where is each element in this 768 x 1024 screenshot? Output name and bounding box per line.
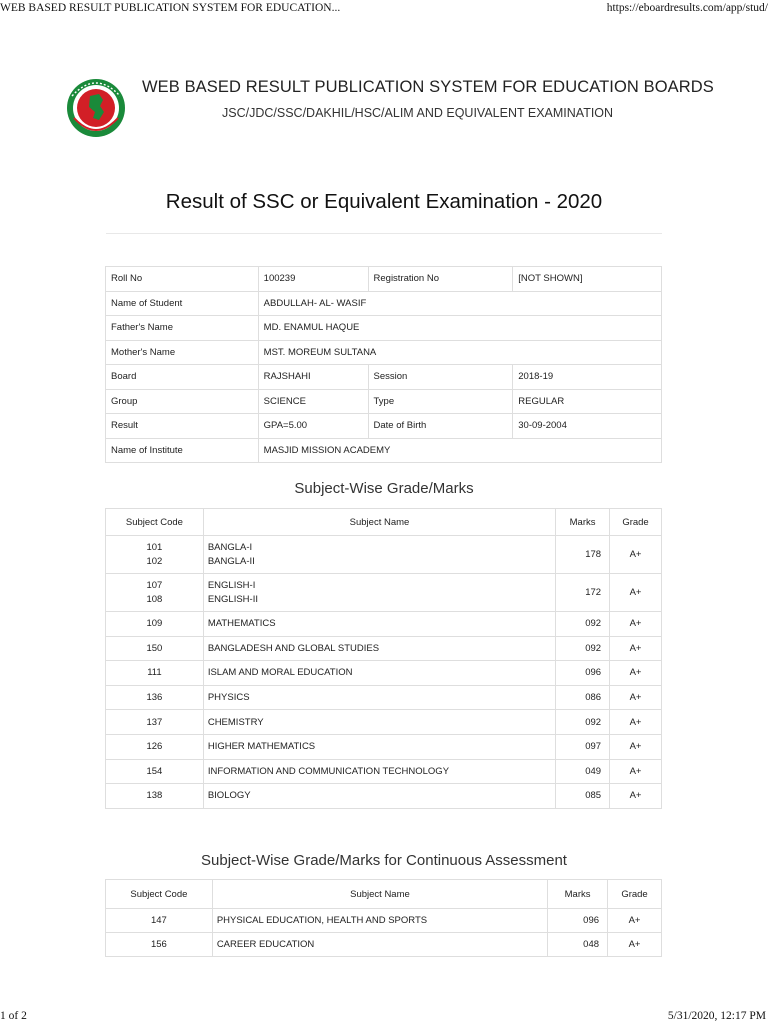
session-label: Session (368, 365, 513, 390)
subject-name-header: Subject Name (203, 509, 555, 536)
subject-grade: A+ (610, 759, 662, 784)
info-row-name (106, 291, 662, 316)
subject-code: 150 (106, 636, 204, 661)
table-row (106, 759, 662, 784)
table-row (106, 536, 662, 574)
subject-grade: A+ (610, 661, 662, 686)
subject-grade: A+ (610, 734, 662, 759)
subject-name: PHYSICAL EDUCATION, HEALTH AND SPORTS (212, 909, 547, 933)
info-row-roll (106, 267, 662, 292)
subject-code: 154 (106, 759, 204, 784)
grade-header: Grade (608, 880, 662, 909)
subject-code-header: Subject Code (106, 880, 213, 909)
table-row (106, 661, 662, 686)
grades-header-row (106, 509, 662, 536)
print-footer (0, 1006, 768, 1024)
subject-grade: A+ (610, 784, 662, 809)
subject-code-header: Subject Code (106, 509, 204, 536)
subject-name: ISLAM AND MORAL EDUCATION (203, 661, 555, 686)
roll-value: 100239 (258, 267, 368, 292)
page-number: 1 of 2 (0, 1010, 27, 1022)
table-row (106, 574, 662, 612)
subject-name: CHEMISTRY (203, 710, 555, 735)
grades-heading: Subject-Wise Grade/Marks (294, 480, 474, 497)
title-divider (106, 233, 662, 234)
subject-grade: A+ (610, 574, 662, 612)
student-name-value: ABDULLAH- AL- WASIF (258, 291, 661, 316)
info-row-board (106, 365, 662, 390)
table-row (106, 933, 662, 957)
result-value: GPA=5.00 (258, 414, 368, 439)
subject-marks: 092 (556, 710, 610, 735)
session-value: 2018-19 (513, 365, 662, 390)
print-header (0, 0, 768, 18)
subject-marks: 096 (548, 909, 608, 933)
subject-name-header: Subject Name (212, 880, 547, 909)
board-label: Board (106, 365, 259, 390)
subject-code: 101 (146, 541, 163, 553)
subject-code: 107 (146, 579, 163, 591)
subject-code: 138 (106, 784, 204, 809)
subject-marks: 085 (556, 784, 610, 809)
group-label: Group (106, 389, 259, 414)
subject-marks: 096 (556, 661, 610, 686)
print-page-url: https://eboardresults.com/app/stud/ (606, 2, 768, 14)
marks-header: Marks (556, 509, 610, 536)
table-row (106, 612, 662, 637)
info-row-institute (106, 438, 662, 463)
marks-header: Marks (548, 880, 608, 909)
dob-value: 30-09-2004 (513, 414, 662, 439)
table-row (106, 784, 662, 809)
father-name-value: MD. ENAMUL HAQUE (258, 316, 661, 341)
dob-label: Date of Birth (368, 414, 513, 439)
subject-code: 137 (106, 710, 204, 735)
subject-grade: A+ (608, 909, 662, 933)
site-title: WEB BASED RESULT PUBLICATION SYSTEM FOR EDUCATION BOARDS (142, 78, 714, 96)
mother-name-label: Mother's Name (106, 340, 259, 365)
ca-header-row (106, 880, 662, 909)
site-subtitle: JSC/JDC/SSC/DAKHIL/HSC/ALIM AND EQUIVALENT EXAMINATION (222, 106, 614, 120)
type-value: REGULAR (513, 389, 662, 414)
institute-value: MASJID MISSION ACADEMY (258, 438, 661, 463)
subject-marks: 049 (556, 759, 610, 784)
subject-grade: A+ (610, 612, 662, 637)
info-row-mother (106, 340, 662, 365)
institute-label: Name of Institute (106, 438, 259, 463)
subject-grade: A+ (610, 710, 662, 735)
table-row (106, 909, 662, 933)
subject-grades-table (105, 508, 662, 809)
table-row (106, 710, 662, 735)
info-row-result (106, 414, 662, 439)
grade-header: Grade (610, 509, 662, 536)
subject-code: 126 (106, 734, 204, 759)
subject-grade: A+ (608, 933, 662, 957)
table-row (106, 685, 662, 710)
student-name-label: Name of Student (106, 291, 259, 316)
print-page-title: WEB BASED RESULT PUBLICATION SYSTEM FOR EDUCATION... (0, 2, 341, 14)
subject-marks: 097 (556, 734, 610, 759)
government-seal-logo (66, 72, 126, 144)
subject-name: BANGLA-I (207, 541, 253, 553)
continuous-assessment-heading: Subject-Wise Grade/Marks for Continuous Assessment (201, 852, 567, 869)
subject-code: 108 (146, 593, 163, 605)
subject-marks: 092 (556, 612, 610, 637)
subject-grade: A+ (610, 536, 662, 574)
subject-marks: 172 (556, 574, 610, 612)
table-row (106, 636, 662, 661)
type-label: Type (368, 389, 513, 414)
mother-name-value: MST. MOREUM SULTANA (258, 340, 661, 365)
registration-value: [NOT SHOWN] (513, 267, 662, 292)
board-value: RAJSHAHI (258, 365, 368, 390)
subject-name: BIOLOGY (203, 784, 555, 809)
subject-code: 147 (106, 909, 213, 933)
result-label: Result (106, 414, 259, 439)
roll-label: Roll No (106, 267, 259, 292)
table-row (106, 734, 662, 759)
subject-name: ENGLISH-I (207, 579, 256, 591)
subject-code: 109 (106, 612, 204, 637)
subject-name: PHYSICS (203, 685, 555, 710)
subject-name: BANGLA-II (207, 555, 255, 567)
print-timestamp: 5/31/2020, 12:17 PM (667, 1010, 766, 1022)
subject-code: 111 (106, 661, 204, 686)
subject-name: BANGLADESH AND GLOBAL STUDIES (203, 636, 555, 661)
subject-grade: A+ (610, 636, 662, 661)
subject-name: HIGHER MATHEMATICS (203, 734, 555, 759)
result-title: Result of SSC or Equivalent Examination - 2020 (165, 190, 603, 213)
subject-marks: 092 (556, 636, 610, 661)
subject-name: CAREER EDUCATION (212, 933, 547, 957)
info-row-group (106, 389, 662, 414)
subject-code: 156 (106, 933, 213, 957)
info-row-father (106, 316, 662, 341)
subject-grade: A+ (610, 685, 662, 710)
subject-marks: 178 (556, 536, 610, 574)
subject-name: MATHEMATICS (203, 612, 555, 637)
subject-marks: 048 (548, 933, 608, 957)
student-info-table (105, 266, 662, 463)
registration-label: Registration No (368, 267, 513, 292)
subject-name: INFORMATION AND COMMUNICATION TECHNOLOGY (203, 759, 555, 784)
father-name-label: Father's Name (106, 316, 259, 341)
subject-code: 102 (146, 555, 163, 567)
subject-code: 136 (106, 685, 204, 710)
subject-marks: 086 (556, 685, 610, 710)
group-value: SCIENCE (258, 389, 368, 414)
continuous-assessment-table (105, 879, 662, 957)
subject-name: ENGLISH-II (207, 593, 258, 605)
